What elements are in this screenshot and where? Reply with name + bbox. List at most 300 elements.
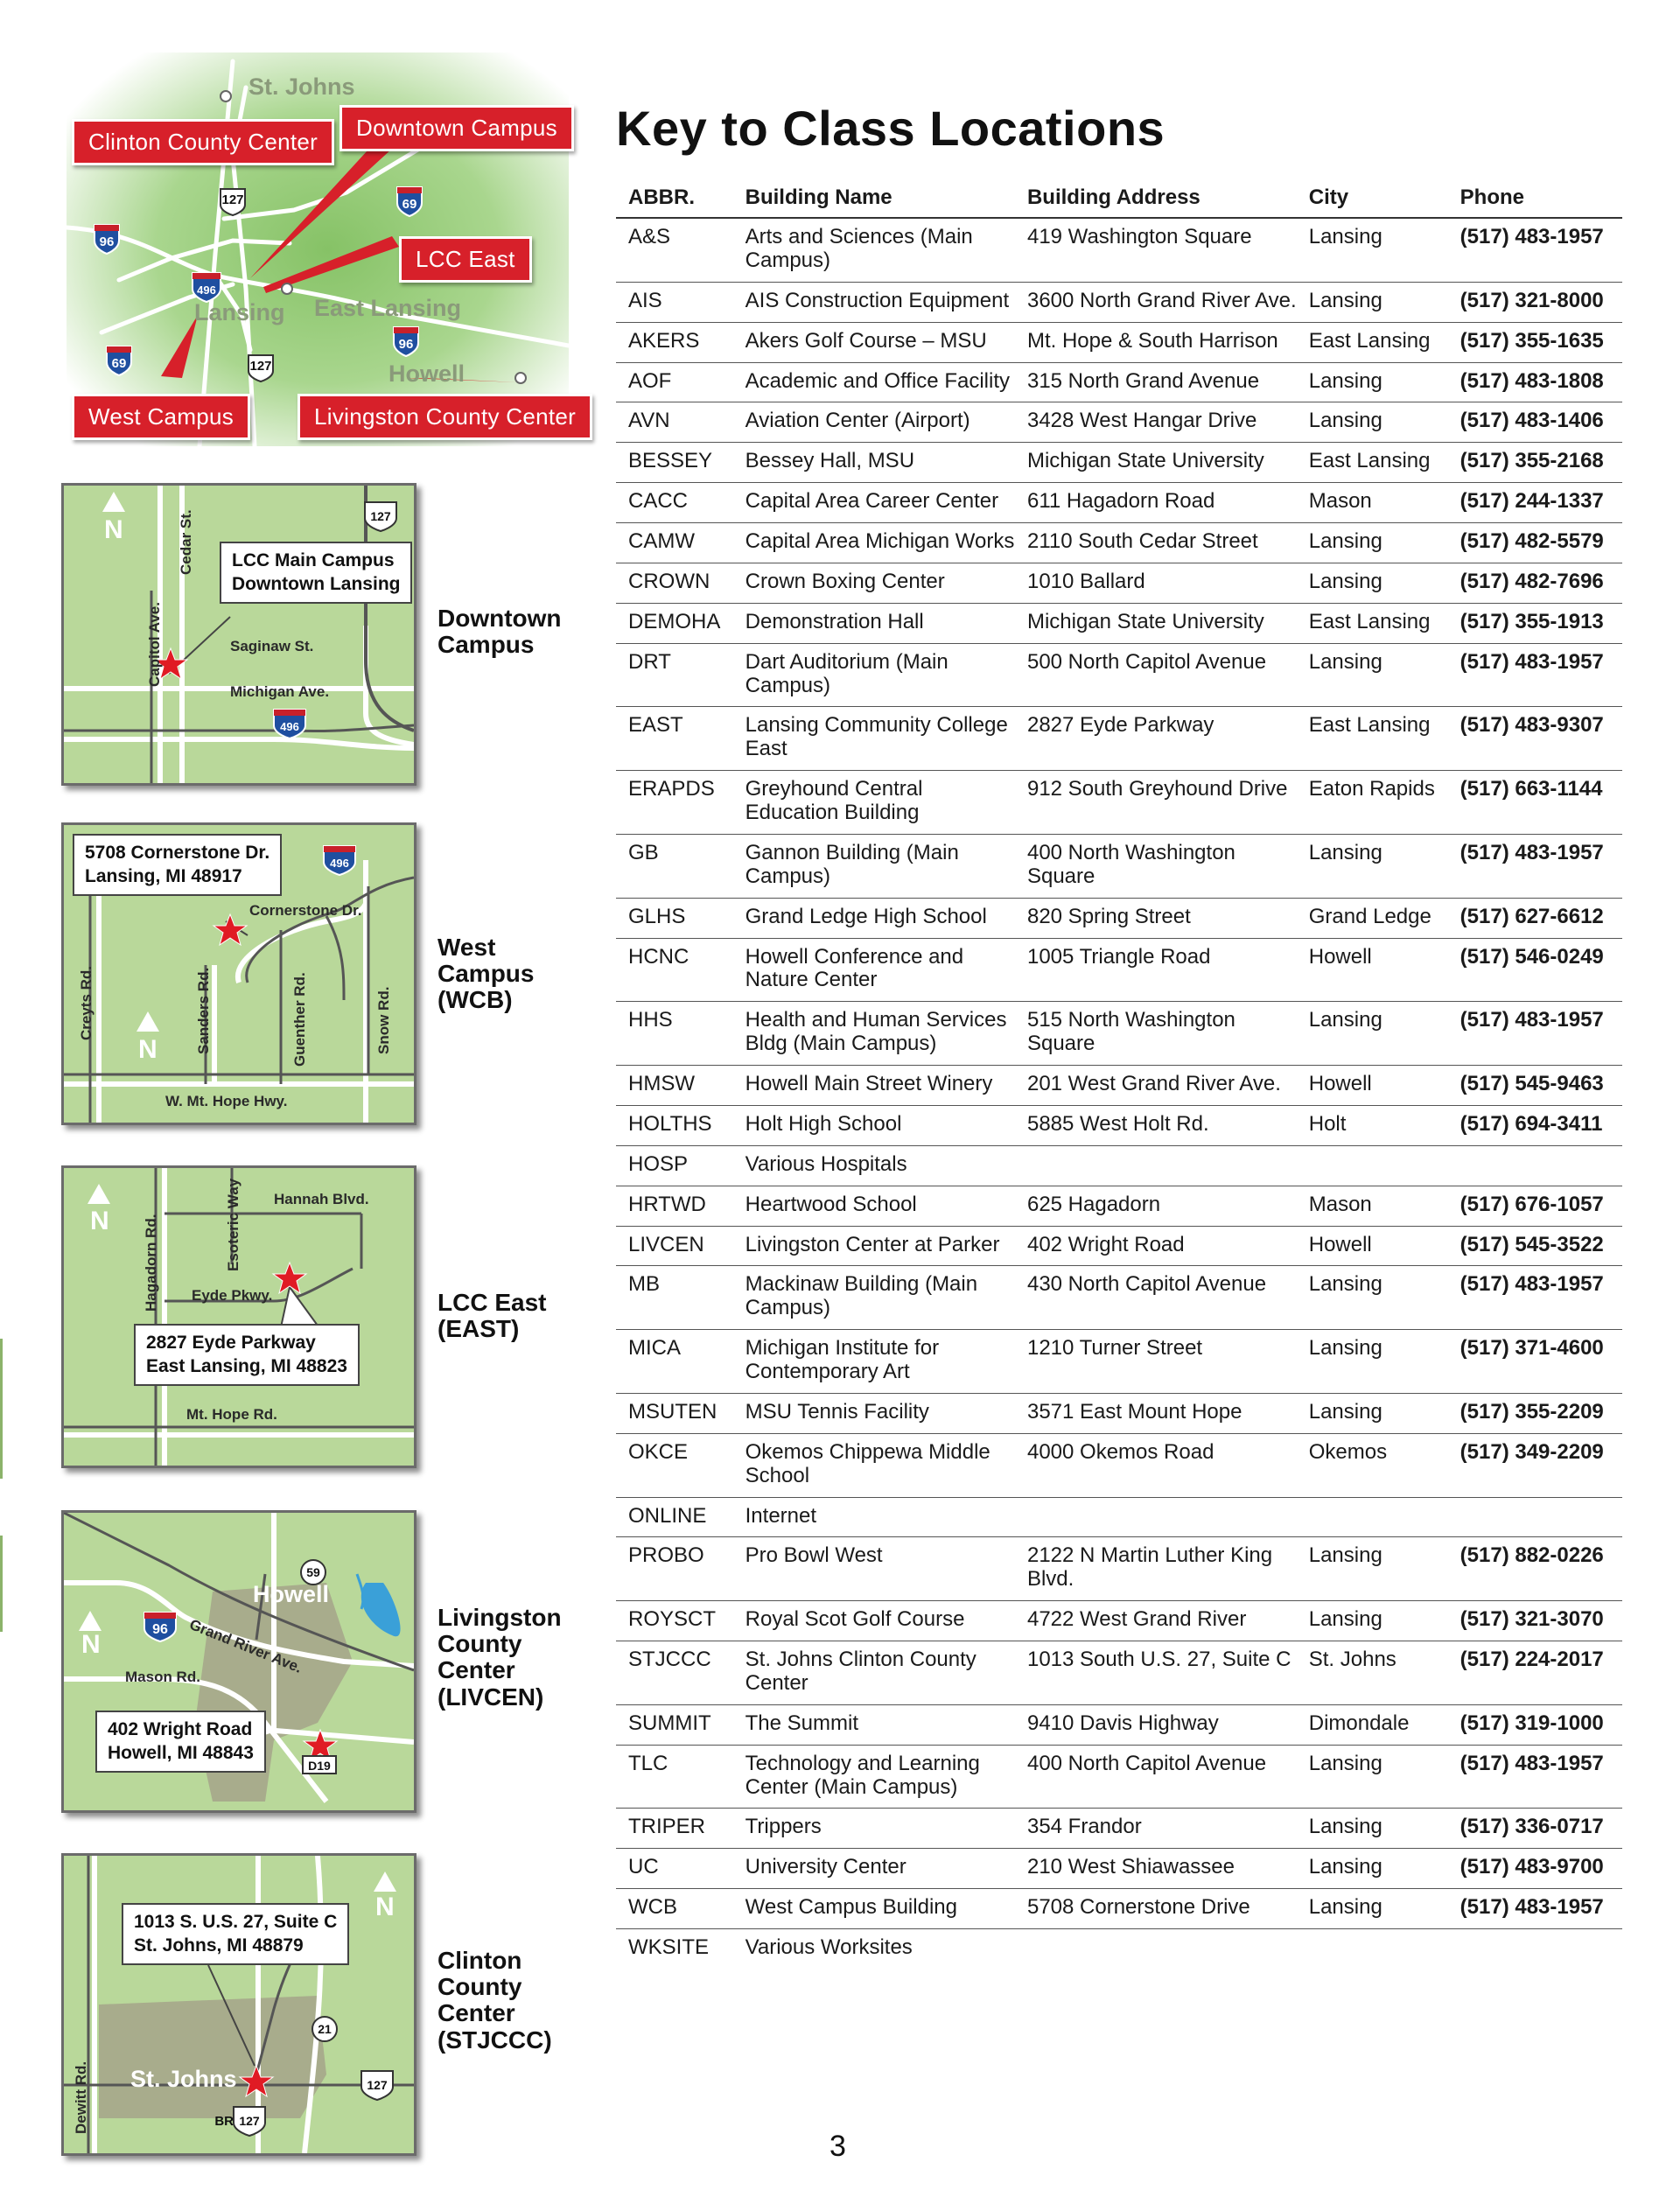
table-row <box>616 1704 1622 1745</box>
table-row <box>616 1889 1622 1929</box>
west-caption <box>438 934 534 1014</box>
margin-tick <box>0 1536 3 1632</box>
cell-building-name: St. Johns Clinton County Center <box>733 1641 1015 1705</box>
north-indicator: N <box>81 1630 101 1659</box>
cell-building-name: Demonstration Hall <box>733 603 1015 643</box>
cell-building-address: 201 West Grand River Ave. <box>1015 1066 1297 1106</box>
cell-abbr: CROWN <box>616 563 733 603</box>
cell-abbr: EAST <box>616 707 733 771</box>
downtown-shield-127-text: 127 <box>370 509 391 523</box>
cell-building-address: 402 Wright Road <box>1015 1226 1297 1266</box>
cell-abbr: WCB <box>616 1889 733 1929</box>
cell-building-address: 430 North Capitol Avenue <box>1015 1266 1297 1330</box>
cell-phone: (517) 483-1957 <box>1448 1266 1622 1330</box>
cell-city: Holt <box>1297 1105 1448 1145</box>
overview-label-west: West Campus <box>72 394 250 440</box>
cell-abbr: AIS <box>616 282 733 322</box>
cell-abbr: AOF <box>616 362 733 402</box>
cell-phone: (517) 371-4600 <box>1448 1330 1622 1394</box>
cell-phone: (517) 355-2168 <box>1448 443 1622 483</box>
street-hagadorn: Hagadorn Rd. <box>143 1214 159 1312</box>
cell-phone: (517) 483-1957 <box>1448 218 1622 282</box>
cell-abbr: UC <box>616 1849 733 1889</box>
header-building-address: Building Address <box>1015 180 1297 218</box>
cell-city: Lansing <box>1297 1002 1448 1066</box>
table-row <box>616 938 1622 1002</box>
caption-line: Center <box>438 1999 515 2027</box>
table-row <box>616 1641 1622 1705</box>
cell-phone: (517) 483-9307 <box>1448 707 1622 771</box>
cell-building-name: Crown Boxing Center <box>733 563 1015 603</box>
address-line: East Lansing, MI 48823 <box>146 1356 347 1377</box>
caption-line: Center <box>438 1656 515 1684</box>
west-shield-496-text: 496 <box>330 857 349 870</box>
cell-phone: (517) 546-0249 <box>1448 938 1622 1002</box>
downtown-address-box <box>220 542 412 604</box>
cell-phone: (517) 244-1337 <box>1448 483 1622 523</box>
west-campus-map <box>61 822 416 1125</box>
page-number: 3 <box>830 2130 846 2163</box>
street-sanders: Sanders Rd. <box>195 967 212 1054</box>
street-eyde: Eyde Pkwy. <box>192 1287 273 1304</box>
table-row <box>616 1809 1622 1849</box>
overview-map <box>66 52 577 446</box>
cell-city: Lansing <box>1297 1601 1448 1641</box>
caption-line: West <box>438 934 496 961</box>
cell-building-address <box>1015 1145 1297 1186</box>
table-row <box>616 1226 1622 1266</box>
table-row <box>616 1002 1622 1066</box>
cell-building-name: Various Hospitals <box>733 1145 1015 1186</box>
cell-building-address: 1013 South U.S. 27, Suite C <box>1015 1641 1297 1705</box>
cell-building-address: 515 North Washington Square <box>1015 1002 1297 1066</box>
clinton-center-map <box>61 1853 416 2156</box>
cell-city: Lansing <box>1297 1889 1448 1929</box>
overview-shield-i96b-text: 96 <box>398 337 414 352</box>
cell-building-name: Akers Golf Course – MSU <box>733 322 1015 362</box>
cell-abbr: OKCE <box>616 1433 733 1497</box>
address-line: 2827 Eyde Parkway <box>146 1333 316 1353</box>
table-row <box>616 707 1622 771</box>
table-row <box>616 402 1622 443</box>
west-address-box <box>73 834 282 896</box>
table-row <box>616 1433 1622 1497</box>
overview-label-east: LCC East <box>399 236 532 283</box>
livingston-center-map <box>61 1510 416 1813</box>
table-body <box>616 218 1622 1969</box>
table-row <box>616 1330 1622 1394</box>
table-row <box>616 1145 1622 1186</box>
north-indicator: N <box>375 1893 395 1921</box>
caption-line: (STJCCC) <box>438 2026 552 2054</box>
cell-city: Lansing <box>1297 563 1448 603</box>
cell-city: Dimondale <box>1297 1704 1448 1745</box>
town-st-johns: St. Johns <box>130 2066 237 2092</box>
caption-line: Campus <box>438 631 535 659</box>
cell-building-name: Capital Area Michigan Works <box>733 523 1015 563</box>
cell-city: Grand Ledge <box>1297 898 1448 938</box>
cell-building-address: Michigan State University <box>1015 443 1297 483</box>
cell-abbr: TRIPER <box>616 1809 733 1849</box>
address-line: 1013 S. U.S. 27, Suite C <box>134 1912 338 1932</box>
cell-building-name: Howell Conference and Nature Center <box>733 938 1015 1002</box>
livingston-shield-59-text: 59 <box>306 1565 320 1579</box>
cell-phone: (517) 319-1000 <box>1448 1704 1622 1745</box>
cell-city: Howell <box>1297 1226 1448 1266</box>
cell-building-address: 1010 Ballard <box>1015 563 1297 603</box>
clinton-shield-21-text: 21 <box>318 2022 332 2036</box>
cell-abbr: CACC <box>616 483 733 523</box>
downtown-campus-map <box>61 483 416 786</box>
cell-city: Lansing <box>1297 1330 1448 1394</box>
cell-building-name: Holt High School <box>733 1105 1015 1145</box>
cell-building-address: 2122 N Martin Luther King Blvd. <box>1015 1537 1297 1601</box>
cell-city <box>1297 1145 1448 1186</box>
cell-city: East Lansing <box>1297 322 1448 362</box>
north-indicator: N <box>104 515 123 544</box>
cell-phone: (517) 483-1957 <box>1448 643 1622 707</box>
cell-building-address: 9410 Davis Highway <box>1015 1704 1297 1745</box>
caption-line: (LIVCEN) <box>438 1683 544 1711</box>
cell-phone <box>1448 1929 1622 1969</box>
cell-city: Howell <box>1297 938 1448 1002</box>
cell-phone: (517) 545-3522 <box>1448 1226 1622 1266</box>
cell-phone: (517) 627-6612 <box>1448 898 1622 938</box>
table-row <box>616 1105 1622 1145</box>
cell-city: Lansing <box>1297 523 1448 563</box>
margin-tick <box>0 1339 3 1479</box>
cell-abbr: ROYSCT <box>616 1601 733 1641</box>
table-row <box>616 523 1622 563</box>
address-line: 402 Wright Road <box>108 1719 253 1739</box>
cell-building-address: 500 North Capitol Avenue <box>1015 643 1297 707</box>
street-dewitt: Dewitt Rd. <box>73 2061 89 2134</box>
cell-phone: (517) 482-7696 <box>1448 563 1622 603</box>
cell-phone <box>1448 1497 1622 1537</box>
cell-building-address: 2827 Eyde Parkway <box>1015 707 1297 771</box>
cell-abbr: ERAPDS <box>616 771 733 835</box>
cell-city: Eaton Rapids <box>1297 771 1448 835</box>
overview-shield-i69a-text: 69 <box>402 197 417 212</box>
address-line: 5708 Cornerstone Dr. <box>85 843 270 863</box>
table-row <box>616 1849 1622 1889</box>
cell-building-address: Mt. Hope & South Harrison <box>1015 322 1297 362</box>
table-row <box>616 1186 1622 1226</box>
cell-abbr: CAMW <box>616 523 733 563</box>
cell-abbr: SUMMIT <box>616 1704 733 1745</box>
cell-city: Lansing <box>1297 1537 1448 1601</box>
address-line: Downtown Lansing <box>232 574 401 595</box>
cell-phone: (517) 483-9700 <box>1448 1849 1622 1889</box>
cell-building-name: The Summit <box>733 1704 1015 1745</box>
cell-city: Mason <box>1297 1186 1448 1226</box>
cell-phone: (517) 483-1406 <box>1448 402 1622 443</box>
overview-label-downtown: Downtown Campus <box>340 105 574 151</box>
cell-city: Mason <box>1297 483 1448 523</box>
caption-line: LCC East <box>438 1289 547 1316</box>
table-row <box>616 1393 1622 1433</box>
cell-city <box>1297 1497 1448 1537</box>
table-row <box>616 1066 1622 1106</box>
cell-abbr: AVN <box>616 402 733 443</box>
cell-abbr: ONLINE <box>616 1497 733 1537</box>
cell-building-address: 912 South Greyhound Drive <box>1015 771 1297 835</box>
clinton-map-graphic <box>64 1856 414 2153</box>
cell-building-address: 5885 West Holt Rd. <box>1015 1105 1297 1145</box>
cell-building-name: Trippers <box>733 1809 1015 1849</box>
cell-building-address: 4000 Okemos Road <box>1015 1433 1297 1497</box>
table-row <box>616 898 1622 938</box>
header-building-name: Building Name <box>733 180 1015 218</box>
cell-building-address: 3571 East Mount Hope <box>1015 1393 1297 1433</box>
cell-abbr: DRT <box>616 643 733 707</box>
table-row <box>616 603 1622 643</box>
cell-building-name: Dart Auditorium (Main Campus) <box>733 643 1015 707</box>
cell-building-name: Grand Ledge High School <box>733 898 1015 938</box>
cell-building-name: Arts and Sciences (Main Campus) <box>733 218 1015 282</box>
cell-phone: (517) 349-2209 <box>1448 1433 1622 1497</box>
cell-city: Okemos <box>1297 1433 1448 1497</box>
cell-building-address: 1005 Triangle Road <box>1015 938 1297 1002</box>
cell-city: Howell <box>1297 1066 1448 1106</box>
street-cedar: Cedar St. <box>178 509 194 575</box>
street-esoteric: Esoteric Way <box>225 1178 242 1271</box>
cell-building-address: 1210 Turner Street <box>1015 1330 1297 1394</box>
street-mt-hope: W. Mt. Hope Hwy. <box>165 1093 288 1109</box>
cell-abbr: GB <box>616 834 733 898</box>
cell-building-address: 400 North Washington Square <box>1015 834 1297 898</box>
cell-abbr: WKSITE <box>628 1935 710 1959</box>
address-line: St. Johns, MI 48879 <box>134 1935 304 1956</box>
cell-abbr: LIVCEN <box>616 1226 733 1266</box>
east-caption <box>438 1290 546 1342</box>
overview-label-clinton: Clinton County Center <box>72 119 334 165</box>
cell-abbr: BESSEY <box>616 443 733 483</box>
town-howell: Howell <box>253 1581 330 1607</box>
clinton-caption <box>438 1948 552 2054</box>
cell-city: Lansing <box>1297 218 1448 282</box>
livingston-address-box <box>95 1711 266 1773</box>
page-title: Key to Class Locations <box>616 101 1166 156</box>
livingston-shield-d19-text: D19 <box>308 1759 331 1773</box>
street-hannah: Hannah Blvd. <box>274 1191 369 1207</box>
city-howell: Howell <box>388 360 466 387</box>
table-row <box>616 1537 1622 1601</box>
street-saginaw: Saginaw St. <box>230 638 314 654</box>
cell-city: St. Johns <box>1297 1641 1448 1705</box>
cell-building-address: 210 West Shiawassee <box>1015 1849 1297 1889</box>
cell-city: Lansing <box>1297 402 1448 443</box>
city-east-lansing: East Lansing <box>314 295 462 321</box>
cell-phone: (517) 676-1057 <box>1448 1186 1622 1226</box>
cell-phone: (517) 355-2209 <box>1448 1393 1622 1433</box>
caption-line: (WCB) <box>438 986 513 1014</box>
cell-building-name: West Campus Building <box>733 1889 1015 1929</box>
cell-city: Lansing <box>1297 362 1448 402</box>
cell-building-address: 4722 West Grand River <box>1015 1601 1297 1641</box>
cell-abbr: PROBO <box>616 1537 733 1601</box>
cell-phone: (517) 321-8000 <box>1448 282 1622 322</box>
cell-building-name: Pro Bowl West <box>733 1537 1015 1601</box>
cell-building-name: Internet <box>733 1497 1015 1537</box>
cell-city: Lansing <box>1297 1393 1448 1433</box>
table-row <box>616 483 1622 523</box>
overview-shield-i96a-text: 96 <box>99 234 115 249</box>
caption-line: County <box>438 1630 522 1658</box>
downtown-shield-496-text: 496 <box>280 720 299 733</box>
cell-building-address <box>1015 1929 1297 1969</box>
north-indicator: N <box>90 1207 109 1235</box>
cell-city: Lansing <box>1297 1266 1448 1330</box>
cell-city: Lansing <box>1297 643 1448 707</box>
cell-building-name: Capital Area Career Center <box>733 483 1015 523</box>
cell-building-address: 419 Washington Square <box>1015 218 1297 282</box>
clinton-br-prefix: BR <box>214 2114 234 2129</box>
address-line: Howell, MI 48843 <box>108 1743 254 1764</box>
caption-line: Campus <box>438 960 535 988</box>
cell-phone: (517) 355-1635 <box>1448 322 1622 362</box>
table-row <box>616 771 1622 835</box>
cell-abbr: DEMOHA <box>616 603 733 643</box>
east-address-box <box>134 1324 360 1386</box>
cell-phone: (517) 545-9463 <box>1448 1066 1622 1106</box>
table-row <box>616 1745 1622 1809</box>
cell-abbr: GLHS <box>616 898 733 938</box>
cell-building-name: Heartwood School <box>733 1186 1015 1226</box>
cell-building-name: Health and Human Services Bldg (Main Campus) <box>733 1002 1015 1066</box>
cell-building-address: 820 Spring Street <box>1015 898 1297 938</box>
caption-line: Livingston <box>438 1604 562 1631</box>
cell-phone: (517) 483-1808 <box>1448 362 1622 402</box>
cell-building-name: Mackinaw Building (Main Campus) <box>733 1266 1015 1330</box>
cell-phone: (517) 694-3411 <box>1448 1105 1622 1145</box>
street-michigan: Michigan Ave. <box>230 683 330 700</box>
table-row <box>616 1266 1622 1330</box>
cell-city: Lansing <box>1297 1849 1448 1889</box>
cell-city: East Lansing <box>1297 443 1448 483</box>
cell-building-name: University Center <box>733 1849 1015 1889</box>
cell-city: East Lansing <box>1297 603 1448 643</box>
overview-shield-us127b-text: 127 <box>249 359 272 374</box>
cell-abbr: HOLTHS <box>616 1105 733 1145</box>
cell-building-name: Howell Main Street Winery <box>733 1066 1015 1106</box>
caption-line: County <box>438 1973 522 2001</box>
class-locations-table <box>616 180 1622 1969</box>
overview-shield-i69b-text: 69 <box>111 356 127 371</box>
cell-building-name: Various Worksites <box>745 1935 913 1959</box>
cell-building-name: Michigan Institute for Contemporary Art <box>733 1330 1015 1394</box>
table-row <box>616 362 1622 402</box>
cell-phone: (517) 483-1957 <box>1448 1745 1622 1809</box>
table-row <box>616 643 1622 707</box>
cell-building-name: Lansing Community College East <box>733 707 1015 771</box>
lcc-east-map <box>61 1165 416 1468</box>
cell-abbr: MICA <box>616 1330 733 1394</box>
overview-shield-us127a-text: 127 <box>221 192 244 207</box>
cell-abbr: HHS <box>616 1002 733 1066</box>
cell-building-address: 354 Frandor <box>1015 1809 1297 1849</box>
cell-abbr: HRTWD <box>616 1186 733 1226</box>
street-creyts: Creyts Rd. <box>78 965 94 1040</box>
header-city: City <box>1297 180 1448 218</box>
cell-building-name: AIS Construction Equipment <box>733 282 1015 322</box>
cell-building-address: 611 Hagadorn Road <box>1015 483 1297 523</box>
downtown-caption <box>438 605 562 658</box>
cell-building-address: 315 North Grand Avenue <box>1015 362 1297 402</box>
cell-building-name: MSU Tennis Facility <box>733 1393 1015 1433</box>
cell-building-name: Technology and Learning Center (Main Campus) <box>733 1745 1015 1809</box>
street-guenther: Guenther Rd. <box>291 972 308 1067</box>
cell-building-address: 3600 North Grand River Ave. <box>1015 282 1297 322</box>
cell-phone: (517) 483-1957 <box>1448 1002 1622 1066</box>
cell-building-name: Gannon Building (Main Campus) <box>733 834 1015 898</box>
cell-phone: (517) 882-0226 <box>1448 1537 1622 1601</box>
cell-building-name: Aviation Center (Airport) <box>733 402 1015 443</box>
livingston-caption <box>438 1605 562 1711</box>
north-indicator: N <box>138 1035 158 1064</box>
street-capitol: Capitol Ave. <box>146 602 163 687</box>
cell-building-address: 400 North Capitol Avenue <box>1015 1745 1297 1809</box>
cell-building-address: 3428 West Hangar Drive <box>1015 402 1297 443</box>
city-st-johns: St. Johns <box>248 73 355 100</box>
cell-city <box>1297 1929 1448 1969</box>
table-row <box>616 563 1622 603</box>
cell-phone: (517) 663-1144 <box>1448 771 1622 835</box>
cell-abbr: MSUTEN <box>616 1393 733 1433</box>
cell-building-address: 5708 Cornerstone Drive <box>1015 1889 1297 1929</box>
cell-building-address: Michigan State University <box>1015 603 1297 643</box>
street-grand-river: Grand River Ave. <box>186 1616 304 1676</box>
clinton-shield-127-text: 127 <box>367 2078 388 2092</box>
cell-phone: (517) 336-0717 <box>1448 1809 1622 1849</box>
cell-city: Lansing <box>1297 1745 1448 1809</box>
header-abbr: ABBR. <box>616 180 733 218</box>
cell-building-address <box>1015 1497 1297 1537</box>
street-snow: Snow Rd. <box>375 986 392 1054</box>
cell-building-name: Bessey Hall, MSU <box>733 443 1015 483</box>
cell-abbr: A&S <box>616 218 733 282</box>
table-row <box>616 443 1622 483</box>
table-row <box>616 282 1622 322</box>
cell-abbr: AKERS <box>616 322 733 362</box>
city-lansing: Lansing <box>194 299 285 325</box>
cell-abbr: STJCCC <box>616 1641 733 1705</box>
cell-city: Lansing <box>1297 1809 1448 1849</box>
street-mason: Mason Rd. <box>125 1669 200 1685</box>
street-cornerstone: Cornerstone Dr. <box>249 902 362 919</box>
cell-building-name: Livingston Center at Parker <box>733 1226 1015 1266</box>
cell-abbr: MB <box>616 1266 733 1330</box>
table-row <box>616 834 1622 898</box>
cell-phone <box>1448 1145 1622 1186</box>
street-mt-hope: Mt. Hope Rd. <box>186 1406 277 1423</box>
clinton-address-box <box>122 1903 349 1965</box>
livingston-shield-96-text: 96 <box>152 1622 168 1637</box>
cell-abbr: HCNC <box>616 938 733 1002</box>
table-row <box>616 1929 1622 1969</box>
overview-shield-i496-text: 496 <box>197 283 216 297</box>
caption-line: Clinton <box>438 1947 522 1974</box>
clinton-shield-br127-text: 127 <box>239 2114 260 2128</box>
cell-phone: (517) 355-1913 <box>1448 603 1622 643</box>
table-row <box>616 1601 1622 1641</box>
table-row <box>616 218 1622 282</box>
address-line: LCC Main Campus <box>232 550 395 570</box>
cell-phone: (517) 483-1957 <box>1448 1889 1622 1929</box>
cell-building-name: Academic and Office Facility <box>733 362 1015 402</box>
cell-building-name: Royal Scot Golf Course <box>733 1601 1015 1641</box>
header-phone: Phone <box>1448 180 1622 218</box>
